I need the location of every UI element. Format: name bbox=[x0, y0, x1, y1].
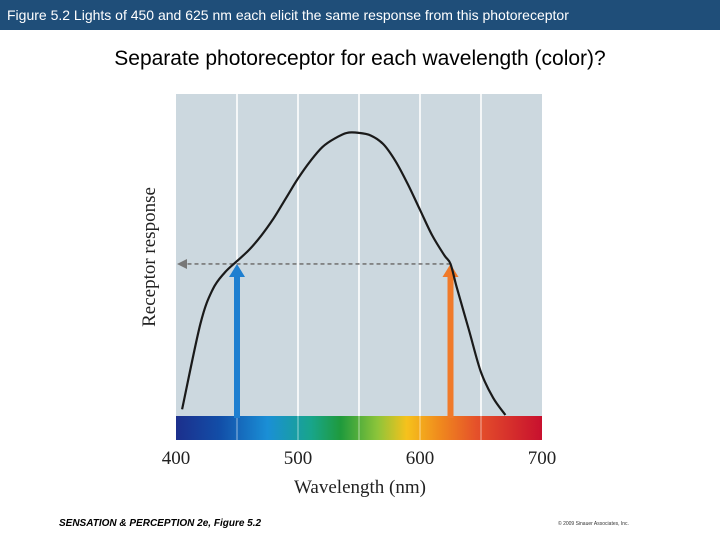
x-axis-title: Wavelength (nm) bbox=[294, 477, 426, 498]
slide-title: Figure 5.2 Lights of 450 and 625 nm each elicit the same response from this photoreceptor bbox=[7, 7, 569, 23]
y-axis-title: Receptor response bbox=[139, 187, 160, 327]
wavelength-arrow-625 bbox=[448, 274, 454, 418]
copyright: © 2009 Sinauer Associates, Inc. bbox=[558, 521, 629, 527]
x-tick-labels bbox=[162, 448, 557, 469]
wavelength-arrow-450 bbox=[234, 274, 240, 418]
x-tick-label: 700 bbox=[527, 448, 557, 469]
x-tick-label: 600 bbox=[405, 448, 435, 469]
figure-credit: SENSATION & PERCEPTION 2e, Figure 5.2 bbox=[59, 518, 262, 529]
slide-subtitle: Separate photoreceptor for each wavelength (color)? bbox=[114, 47, 606, 70]
x-tick-label: 400 bbox=[161, 448, 191, 469]
x-tick-label: 500 bbox=[283, 448, 313, 469]
